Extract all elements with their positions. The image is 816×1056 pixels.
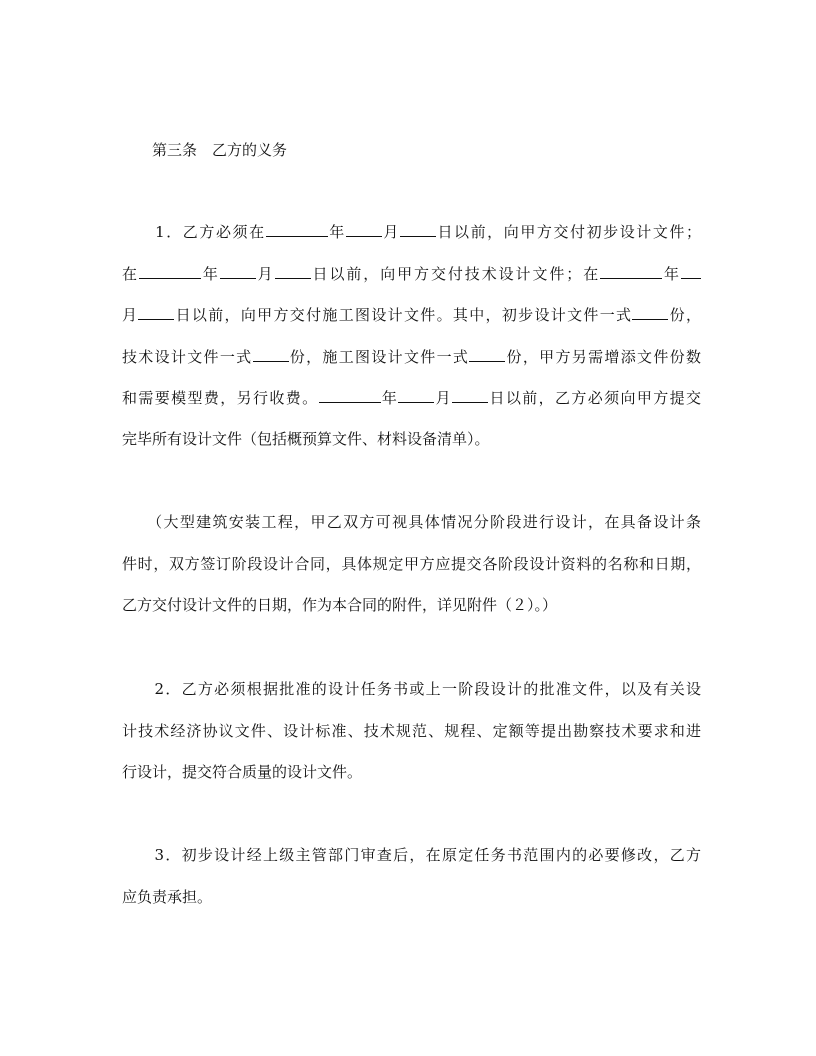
fill-in-blank[interactable] [398,387,434,403]
fill-in-blank[interactable] [139,263,201,279]
paragraph-3-line [122,721,701,741]
paragraph-1-line [122,387,701,407]
text-segment: 在 [122,264,139,283]
text-segment: 年 [380,389,399,407]
text-segment: 技术设计文件一式 [122,347,253,366]
paragraph-2-line [122,512,701,532]
paragraph-2-line [122,595,701,615]
paragraph-2-line [122,554,701,574]
text-segment: 年 [200,264,220,283]
text-segment: 月 [381,223,400,241]
text-segment: 1．乙方必须在 [122,223,266,241]
text-segment: 份， [668,306,701,324]
text-segment: （大型建筑安装工程，甲乙双方可视具体情况分阶段进行设计，在具备设计条 [122,513,701,531]
article-title: 第三条 乙方的义务 [152,141,288,159]
text-segment: 乙方交付设计文件的日期，作为本合同的附件，详见附件（２）。） [122,596,558,614]
text-segment: 月 [122,306,139,324]
paragraph-1-line [122,346,701,366]
text-segment: 计技术经济协议文件、设计标准、技术规范、规程、定额等提出勘察技术要求和进 [122,721,701,740]
text-segment: 行设计，提交符合质量的设计文件。 [122,763,363,781]
fill-in-blank[interactable] [346,221,382,237]
fill-in-blank[interactable] [253,346,289,362]
text-segment: 应负责承担。 [122,887,213,906]
text-segment: 件时，双方签订阶段设计合同，具体规定甲方应提交各阶段设计资料的名称和日期， [122,554,701,573]
paragraph-3-line [122,762,701,782]
paragraph-3-line [122,679,701,699]
text-segment: 年 [327,223,346,241]
fill-in-blank[interactable] [138,304,174,320]
text-segment: 日以前，乙方必须向甲方提交 [488,389,701,407]
text-segment: 和需要模型费，另行收费。 [122,389,319,407]
text-segment: 日以前，向甲方交付初步设计文件； [435,223,701,241]
fill-in-blank[interactable] [452,387,488,403]
fill-in-blank[interactable] [266,221,328,237]
text-segment: 3．初步设计经上级主管部门审查后，在原定任务书范围内的必要修改，乙方 [122,846,701,864]
fill-in-blank[interactable] [220,263,256,279]
fill-in-blank[interactable] [400,221,436,237]
text-segment: 份，施工图设计文件一式 [288,347,470,366]
paragraph-1-line [122,304,701,324]
fill-in-blank[interactable] [632,304,668,320]
fill-in-blank[interactable] [469,346,505,362]
fill-in-blank[interactable] [275,263,311,279]
fill-in-blank[interactable] [600,263,662,279]
paragraph-4-line [122,887,701,907]
paragraph-4-line [122,845,701,865]
text-segment: 日以前，向甲方交付施工图设计文件。其中，初步设计文件一式 [174,306,633,324]
paragraph-1-line [122,429,701,449]
text-segment: 完毕所有设计文件（包括概预算文件、材料设备清单）。 [122,429,490,448]
text-segment: 2．乙方必须根据批准的设计任务书或上一阶段设计的批准文件，以及有关设 [122,680,701,698]
fill-in-blank[interactable] [681,263,701,279]
paragraph-1-line [122,263,701,283]
fill-in-blank[interactable] [319,387,381,403]
text-segment: 年 [662,264,681,283]
paragraph-1-line [122,221,701,241]
text-segment: 月 [255,264,275,283]
text-segment: 份，甲方另需增添文件份数 [505,347,701,366]
text-segment: 日以前，向甲方交付技术设计文件；在 [310,264,601,283]
text-segment: 月 [434,389,453,407]
